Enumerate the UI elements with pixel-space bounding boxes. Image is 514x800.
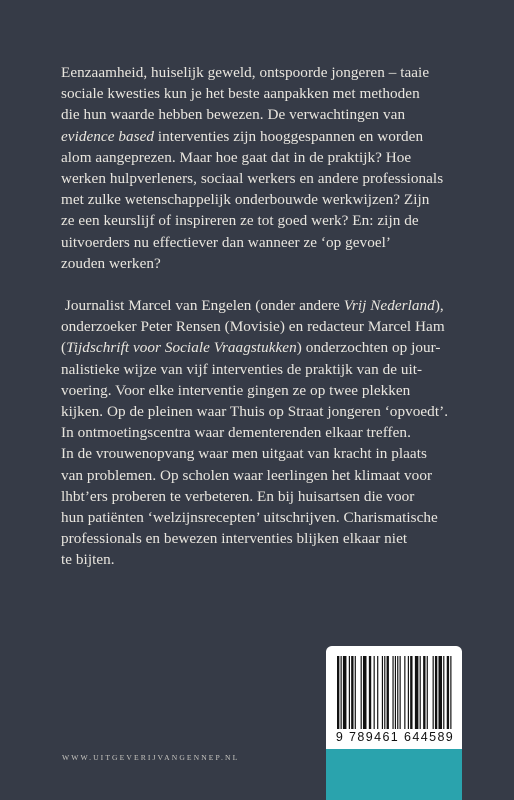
- blurb-line: werken hulpverleners, sociaal werkers en andere professionals: [61, 170, 444, 188]
- italic-title: Vrij Nederland: [343, 297, 435, 315]
- blurb-line: die hun waarde hebben bewezen. De verwachtingen van: [61, 106, 406, 124]
- italic-title: Tijdschrift voor Sociale Vraagstukken: [66, 339, 297, 357]
- blurb-line: professionals en bewezen interventies blijken elkaar niet: [61, 530, 408, 548]
- publisher-website: WWW.UITGEVERIJVANGENNEP.NL: [62, 753, 240, 762]
- isbn-number: 9 789461 644589: [335, 730, 455, 744]
- barcode-panel: [326, 646, 462, 800]
- blurb-line-text: ),: [434, 297, 444, 315]
- blurb-line: hun patiënten ‘welzijnsrecepten’ uitschrijven. Charismatische: [61, 509, 438, 527]
- back-cover-blurb: [61, 62, 461, 571]
- blurb-line: sociale kwesties kun je het beste aanpakken met methoden: [61, 85, 420, 103]
- blurb-line: kijken. Op de pleinen waar Thuis op Straat jongeren ‘opvoedt’.: [61, 403, 449, 421]
- blurb-line-text: interventies zijn hooggespannen en worden: [154, 127, 424, 145]
- blurb-line-text: (: [61, 339, 67, 357]
- blurb-paragraph-1: [61, 62, 461, 274]
- blurb-line: uitvoerders nu effectiever dan wanneer ze ‘op gevoel’: [61, 233, 392, 251]
- blurb-line: [61, 126, 461, 147]
- blurb-line-text: ) onderzochten op jour-: [296, 339, 441, 357]
- blurb-line: voering. Voor elke interventie gingen ze op twee plekken: [61, 381, 411, 399]
- blurb-line: Eenzaamheid, huiselijk geweld, ontspoorde jongeren – taaie: [61, 64, 430, 81]
- ean13-barcode-icon: [336, 656, 452, 729]
- blurb-line: met zulke wetenschappelijk onderbouwde werkwijzen? Zijn: [61, 191, 430, 209]
- blurb-line: te bijten.: [61, 551, 115, 569]
- blurb-line: van problemen. Op scholen waar leerlingen het klimaat voor: [61, 466, 433, 484]
- blurb-line-text: Journalist Marcel van Engelen (onder andere: [64, 297, 344, 315]
- blurb-line: lhbt’ers proberen te verbeteren. En bij huisartsen die voor: [61, 487, 415, 505]
- blurb-line: ze een keurslijf of inspireren ze tot goed werk? En: zijn de: [61, 212, 419, 230]
- blurb-line: alom aangeprezen. Maar hoe gaat dat in de praktijk? Hoe: [61, 148, 412, 166]
- blurb-line: In de vrouwenopvang waar men uitgaat van kracht in plaats: [61, 445, 427, 463]
- blurb-paragraph-2: [61, 295, 461, 571]
- blurb-line: zouden werken?: [61, 254, 161, 272]
- accent-block: [326, 749, 462, 800]
- blurb-line: onderzoeker Peter Rensen (Movisie) en redacteur Marcel Ham: [61, 318, 445, 336]
- blurb-line: nalistieke wijze van vijf interventies de praktijk van de uit-: [61, 360, 423, 378]
- blurb-line: [61, 295, 461, 316]
- italic-term: evidence based: [61, 127, 155, 145]
- blurb-line: In ontmoetingscentra waar dementerenden elkaar treffen.: [61, 424, 411, 442]
- blurb-line: [61, 337, 461, 358]
